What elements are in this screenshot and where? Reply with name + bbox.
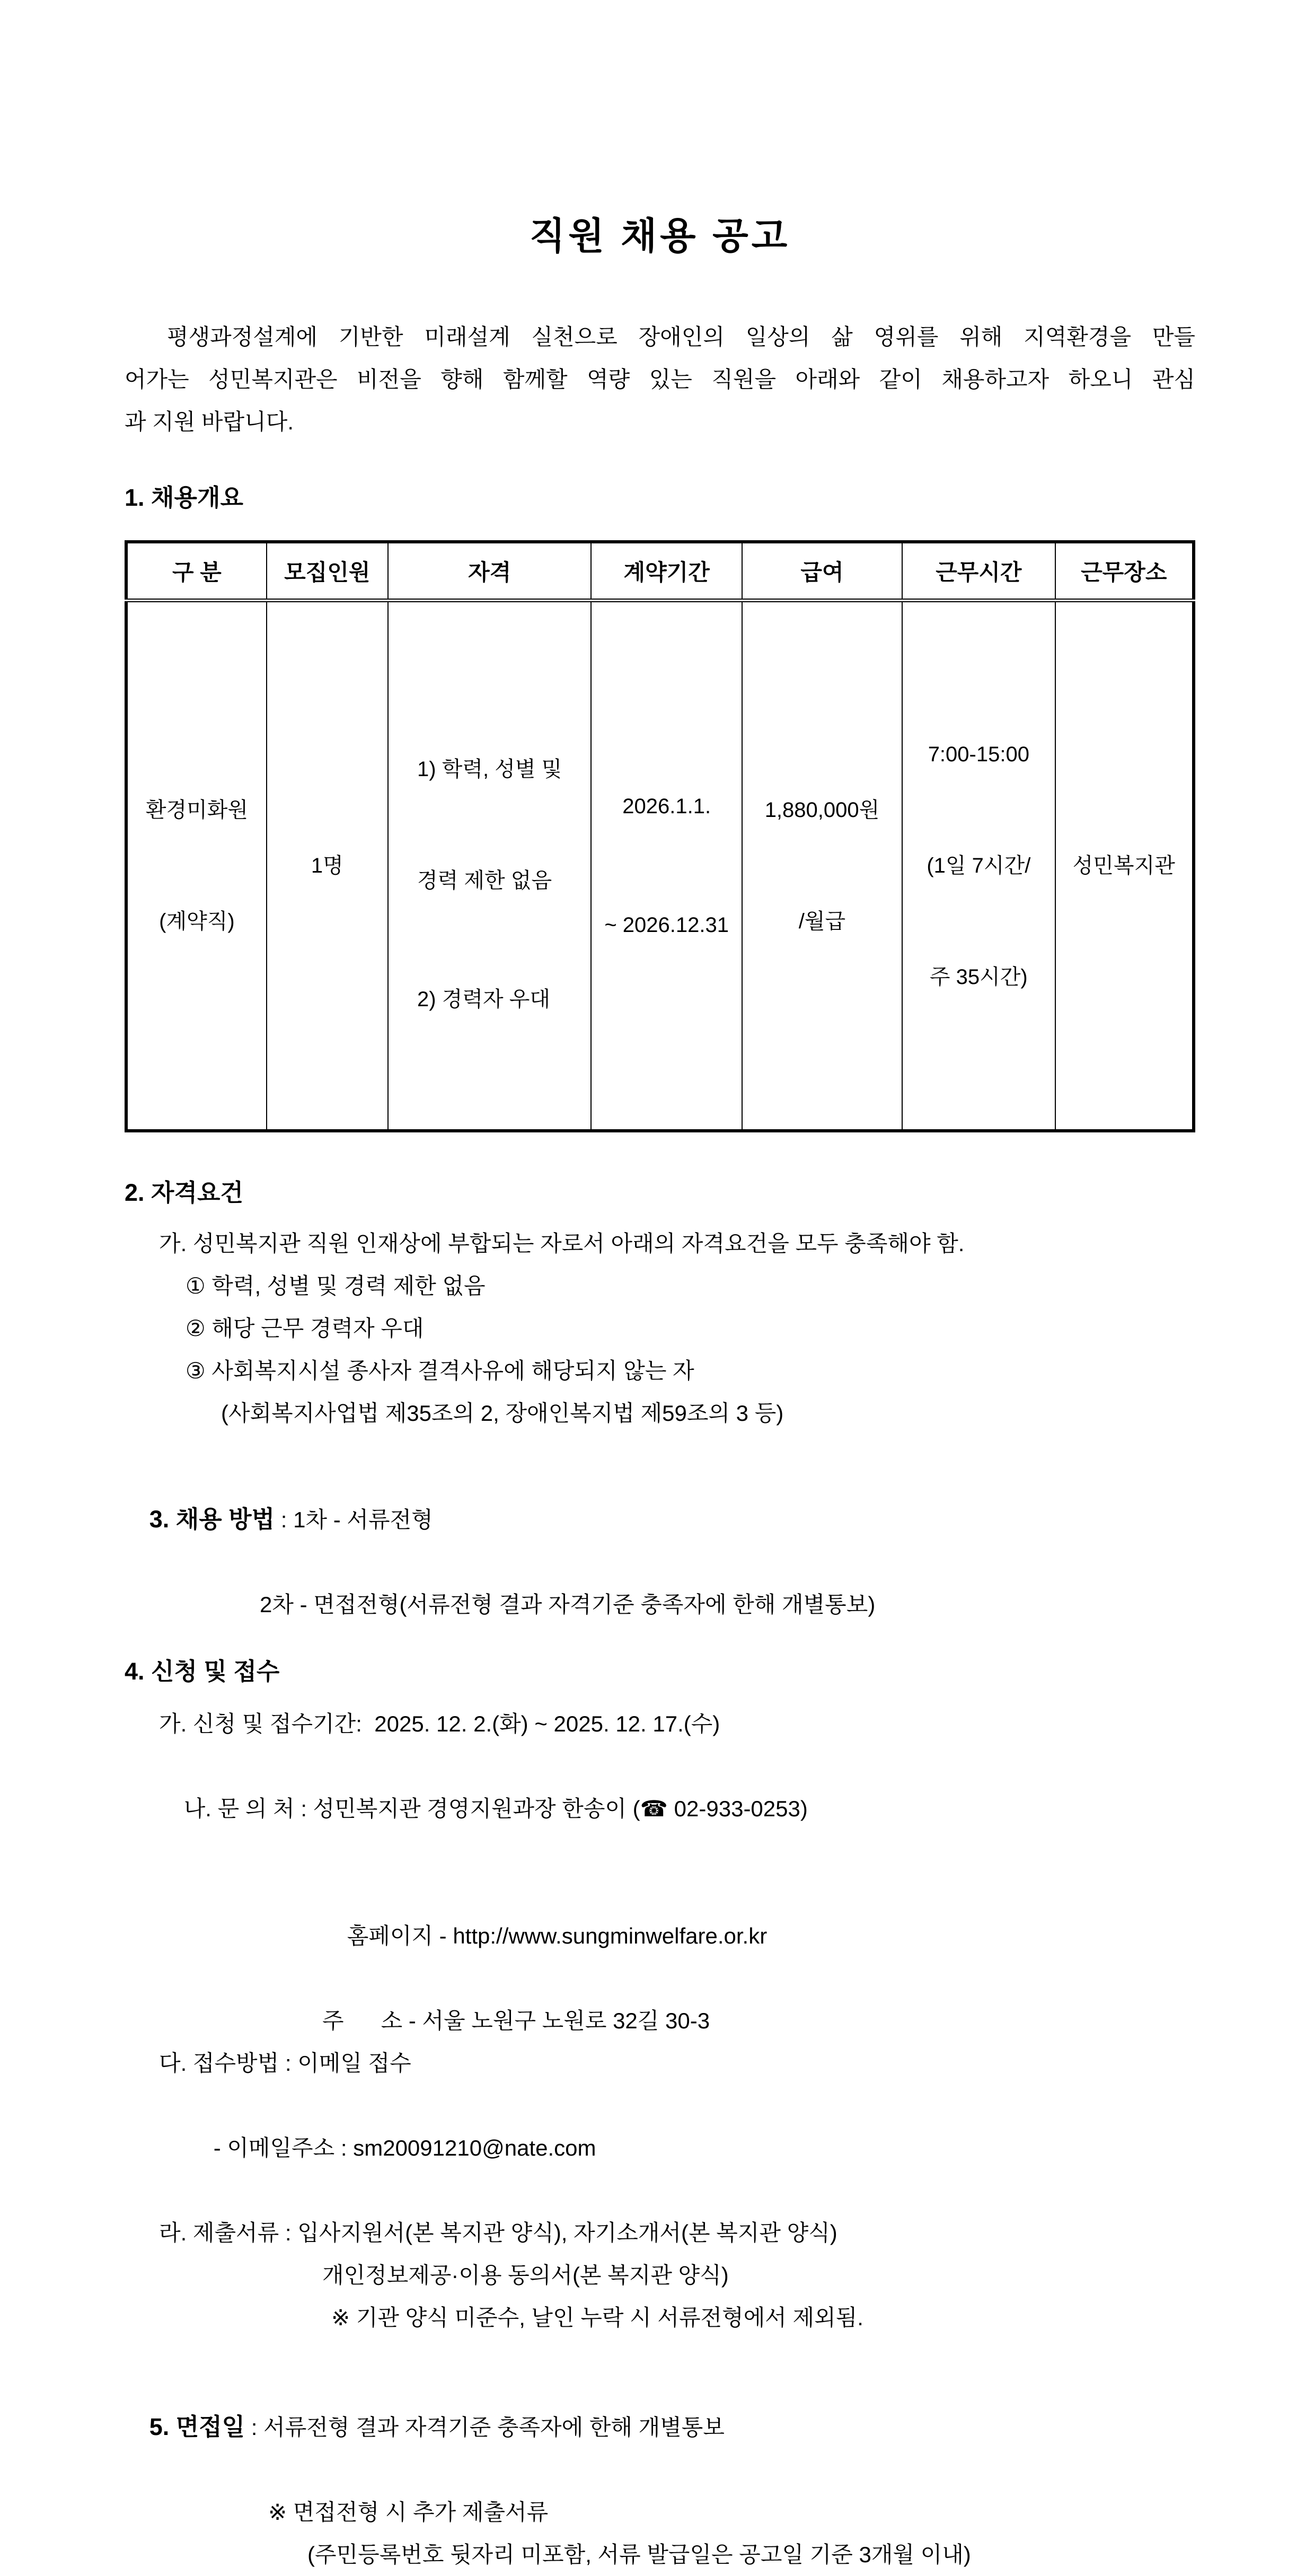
cell-work-place: 성민복지관 (1055, 601, 1194, 1131)
section3-line-1 (125, 1456, 1195, 1584)
section2-heading: 2. 자격요건 (125, 1179, 243, 1206)
section4-heading: 4. 신청 및 접수 (125, 1658, 280, 1685)
intro-paragraph (125, 316, 1195, 443)
section4-contact-line (125, 1745, 1195, 1872)
section4-email-line (125, 2085, 1195, 2212)
intro-line-2: 어가는 성민복지관은 비전을 향해 함께할 역량 있는 직원을 아래와 같이 채용하고자 하오니 관심 (125, 367, 1195, 392)
cell-salary-line-1: 1,880,000원 (764, 798, 880, 822)
header-category: 구 분 (126, 542, 267, 601)
email-address: sm20091210@nate.com (353, 2135, 596, 2160)
contact-text-prefix: 나. 문 의 처 : 성민복지관 경영지원과장 한송이 ( (183, 1796, 640, 1821)
cell-salary-line-2: /월급 (798, 910, 846, 933)
cell-qualification-line-1: 1) 학력, 성별 및 (417, 758, 562, 781)
cell-category (126, 601, 267, 1131)
recruitment-overview-table (125, 540, 1195, 1132)
cell-category-line-1: 환경미화원 (145, 798, 249, 822)
section5-line-1 (125, 2363, 1195, 2491)
section4-documents-line-2: 개인정보제공·이용 동의서(본 복지관 양식) (322, 2263, 729, 2288)
contact-text-suffix: 02-933-0253) (668, 1796, 808, 1821)
section2-circle-item-3: ③ 사회복지시설 종사자 결격사유에 해당되지 않는 자 (186, 1358, 694, 1383)
section5-note-1: ※ 면접전형 시 추가 제출서류 (268, 2500, 549, 2525)
cell-hours-line-2: (1일 7시간/ (927, 854, 1031, 877)
section2-law-note: (사회복지사업법 제35조의 2, 장애인복지법 제59조의 3 등) (221, 1401, 784, 1426)
phone-icon: ☎ (640, 1796, 668, 1821)
page-title: 직원 채용 공고 (529, 215, 791, 257)
cell-headcount: 1명 (267, 601, 388, 1131)
header-work-hours: 근무시간 (902, 542, 1055, 601)
cell-hours-line-1: 7:00-15:00 (928, 743, 1029, 766)
section4-address-line: 주 소 - 서울 노원구 노원로 32길 30-3 (322, 2008, 710, 2033)
intro-line-3: 과 지원 바랍니다. (125, 409, 294, 434)
cell-work-hours (902, 601, 1055, 1131)
header-salary: 급여 (742, 542, 902, 601)
section4-method-line: 다. 접수방법 : 이메일 접수 (159, 2051, 411, 2076)
header-headcount: 모집인원 (267, 542, 388, 601)
cell-period-line-2: ~ 2026.12.31 (604, 913, 729, 937)
section4-homepage-line (125, 1872, 1195, 2000)
cell-qualification-block (417, 676, 562, 1092)
homepage-url: http://www.sungminwelfare.or.kr (453, 1923, 768, 1948)
section2-item-ga: 가. 성민복지관 직원 인재상에 부합되는 자로서 아래의 자격요건을 모두 충족해야 함. (159, 1231, 965, 1256)
section2-circle-item-2: ② 해당 근무 경력자 우대 (186, 1316, 424, 1341)
section2-circle-item-1: ① 학력, 성별 및 경력 제한 없음 (186, 1273, 486, 1298)
section4-period-line: 가. 신청 및 접수기간: 2025. 12. 2.(화) ~ 2025. 12. 17.(수) (159, 1711, 720, 1736)
header-work-place: 근무장소 (1055, 542, 1194, 601)
cell-qualification (388, 601, 592, 1131)
cell-qualification-line-3: 2) 경력자 우대 (417, 988, 551, 1011)
cell-hours-line-3: 주 35시간) (929, 965, 1028, 989)
header-qualification: 자격 (388, 542, 592, 601)
homepage-label: 홈페이지 - (347, 1923, 453, 1948)
section5-heading: 5. 면접일 (149, 2413, 245, 2440)
section1-heading: 1. 채용개요 (125, 484, 243, 511)
cell-contract-period (591, 601, 742, 1131)
cell-category-line-2: (계약직) (159, 910, 235, 933)
email-label: - 이메일주소 : (213, 2135, 354, 2160)
cell-salary (742, 601, 902, 1131)
cell-period-line-1: 2026.1.1. (622, 795, 711, 818)
table-row (126, 601, 1194, 1131)
section3-first-round: : 1차 - 서류전형 (275, 1507, 433, 1532)
section5-note-2: (주민등록번호 뒷자리 미포함, 서류 발급일은 공고일 기준 3개월 이내) (307, 2542, 971, 2567)
table-header-row (126, 542, 1194, 601)
section3-second-round: 2차 - 면접전형(서류전형 결과 자격기준 충족자에 한해 개별통보) (260, 1592, 876, 1617)
section5-detail: : 서류전형 결과 자격기준 충족자에 한해 개별통보 (245, 2415, 725, 2440)
header-contract-period: 계약기간 (591, 542, 742, 601)
section3-heading: 3. 채용 방법 (149, 1506, 275, 1533)
cell-qualification-line-2: 경력 제한 없음 (417, 869, 552, 892)
section4-documents-line-1: 라. 제출서류 : 입사지원서(본 복지관 양식), 자기소개서(본 복지관 양식) (159, 2220, 837, 2245)
section4-documents-note: ※ 기관 양식 미준수, 날인 누락 시 서류전형에서 제외됨. (331, 2305, 863, 2330)
intro-line-1: 평생과정설계에 기반한 미래설계 실천으로 장애인의 일상의 삶 영위를 위해 지역환경을 만들 (167, 324, 1195, 349)
